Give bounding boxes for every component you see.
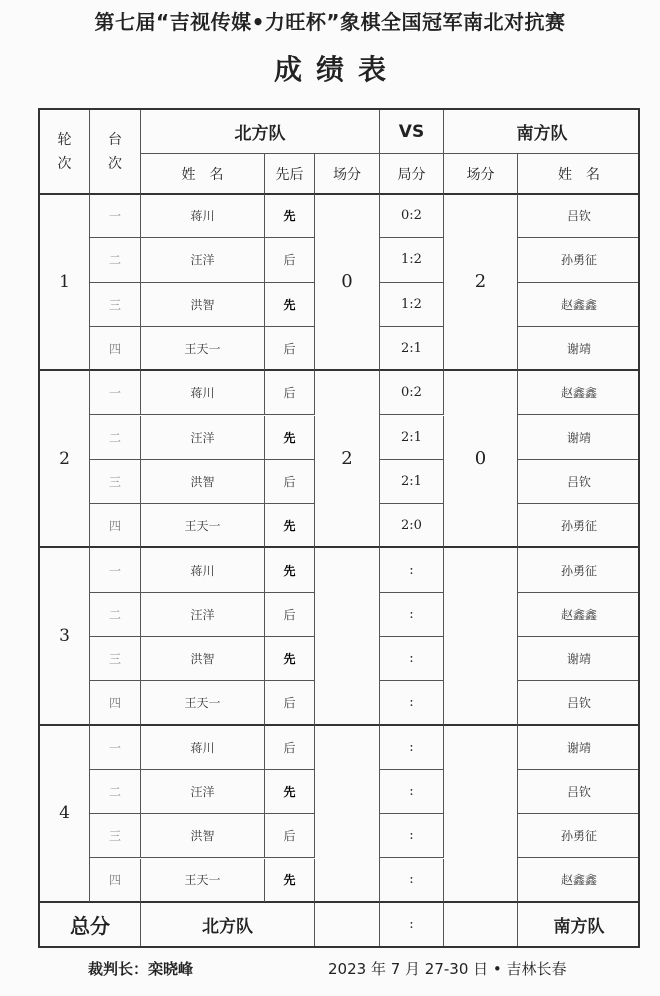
results-table bbox=[38, 108, 640, 948]
south-player: 孙勇征 bbox=[518, 814, 640, 858]
round-header-line1: 轮 bbox=[57, 131, 72, 148]
game-score: 0:2 bbox=[380, 194, 444, 238]
south-player: 赵鑫鑫 bbox=[518, 859, 640, 903]
move-order: 先 bbox=[265, 504, 315, 548]
round-header-line2: 次 bbox=[57, 155, 72, 172]
move-order: 后 bbox=[265, 814, 315, 858]
south-player: 孙勇征 bbox=[518, 548, 640, 592]
south-player: 谢靖 bbox=[518, 637, 640, 681]
north-player: 蒋川 bbox=[141, 371, 265, 415]
south-player: 孙勇征 bbox=[518, 238, 640, 282]
game-score: 2:1 bbox=[380, 416, 444, 460]
move-order: 先 bbox=[265, 548, 315, 592]
south-player: 赵鑫鑫 bbox=[518, 593, 640, 637]
north-player: 洪智 bbox=[141, 814, 265, 858]
page-title: 第七届“吉视传媒•力旺杯”象棋全国冠军南北对抗赛 bbox=[94, 10, 566, 34]
north-player: 汪洋 bbox=[141, 770, 265, 814]
south-match-points: 2 bbox=[444, 194, 518, 371]
north-name-header: 姓 名 bbox=[141, 154, 265, 194]
north-player: 洪智 bbox=[141, 637, 265, 681]
south-match-points: 0 bbox=[444, 371, 518, 548]
move-order: 先 bbox=[265, 283, 315, 327]
game-score: 2:0 bbox=[380, 504, 444, 548]
move-order: 先 bbox=[265, 416, 315, 460]
game-score: 1:2 bbox=[380, 283, 444, 327]
move-order: 后 bbox=[265, 726, 315, 770]
south-player: 吕钦 bbox=[518, 460, 640, 504]
board-number: 二 bbox=[90, 770, 141, 814]
date-location: 2023 年 7 月 27-30 日 • 吉林长春 bbox=[328, 960, 567, 978]
game-score: : bbox=[380, 814, 444, 858]
north-player: 王天一 bbox=[141, 504, 265, 548]
north-player: 王天一 bbox=[141, 681, 265, 725]
game-score: 2:1 bbox=[380, 460, 444, 504]
round-number: 1 bbox=[40, 194, 90, 371]
move-order: 后 bbox=[265, 371, 315, 415]
south-name-header: 姓 名 bbox=[518, 154, 640, 194]
move-order: 后 bbox=[265, 460, 315, 504]
south-player: 赵鑫鑫 bbox=[518, 283, 640, 327]
north-match-points: 0 bbox=[315, 194, 380, 371]
board-number: 四 bbox=[90, 681, 141, 725]
north-player: 洪智 bbox=[141, 460, 265, 504]
total-north-team: 北方队 bbox=[141, 903, 315, 946]
move-order: 后 bbox=[265, 327, 315, 371]
south-player: 谢靖 bbox=[518, 416, 640, 460]
south-points-header: 场分 bbox=[444, 154, 518, 194]
move-order: 先 bbox=[265, 859, 315, 903]
game-score: : bbox=[380, 681, 444, 725]
move-order: 后 bbox=[265, 593, 315, 637]
order-header: 先后 bbox=[265, 154, 315, 194]
chief-referee: 裁判长：栾晓峰 bbox=[88, 960, 194, 978]
total-north-points bbox=[315, 903, 380, 946]
north-player: 汪洋 bbox=[141, 238, 265, 282]
page-subtitle: 成绩表 bbox=[273, 53, 400, 86]
north-match-points bbox=[315, 726, 380, 903]
game-score: : bbox=[380, 726, 444, 770]
south-player: 吕钦 bbox=[518, 194, 640, 238]
board-number: 一 bbox=[90, 548, 141, 592]
north-player: 汪洋 bbox=[141, 593, 265, 637]
north-player: 洪智 bbox=[141, 283, 265, 327]
move-order: 先 bbox=[265, 194, 315, 238]
north-player: 蒋川 bbox=[141, 726, 265, 770]
south-match-points bbox=[444, 726, 518, 903]
total-south-points bbox=[444, 903, 518, 946]
round-number: 4 bbox=[40, 726, 90, 903]
total-score: : bbox=[380, 903, 444, 946]
move-order: 先 bbox=[265, 637, 315, 681]
board-header-line2: 次 bbox=[108, 155, 122, 172]
game-score: 1:2 bbox=[380, 238, 444, 282]
north-team-header: 北方队 bbox=[141, 110, 380, 154]
game-score: : bbox=[380, 637, 444, 681]
board-number: 三 bbox=[90, 460, 141, 504]
game-score: 0:2 bbox=[380, 371, 444, 415]
south-player: 谢靖 bbox=[518, 726, 640, 770]
move-order: 后 bbox=[265, 681, 315, 725]
board-number: 二 bbox=[90, 238, 141, 282]
total-label: 总分 bbox=[40, 903, 141, 946]
board-number: 一 bbox=[90, 371, 141, 415]
north-player: 王天一 bbox=[141, 327, 265, 371]
game-score: : bbox=[380, 593, 444, 637]
move-order: 后 bbox=[265, 238, 315, 282]
north-points-header: 场分 bbox=[315, 154, 380, 194]
game-score: : bbox=[380, 770, 444, 814]
board-number: 一 bbox=[90, 726, 141, 770]
north-match-points: 2 bbox=[315, 371, 380, 548]
north-player: 蒋川 bbox=[141, 548, 265, 592]
board-number: 三 bbox=[90, 283, 141, 327]
south-player: 孙勇征 bbox=[518, 504, 640, 548]
game-score: 2:1 bbox=[380, 327, 444, 371]
board-number: 一 bbox=[90, 194, 141, 238]
round-header bbox=[40, 110, 90, 194]
south-player: 谢靖 bbox=[518, 327, 640, 371]
game-score-header: 局分 bbox=[380, 154, 444, 194]
board-number: 三 bbox=[90, 814, 141, 858]
north-player: 蒋川 bbox=[141, 194, 265, 238]
board-number: 四 bbox=[90, 504, 141, 548]
vs-header: VS bbox=[380, 110, 444, 154]
north-match-points bbox=[315, 548, 380, 725]
north-player: 王天一 bbox=[141, 859, 265, 903]
south-match-points bbox=[444, 548, 518, 725]
south-player: 吕钦 bbox=[518, 681, 640, 725]
board-header bbox=[90, 110, 141, 194]
board-number: 二 bbox=[90, 416, 141, 460]
south-player: 吕钦 bbox=[518, 770, 640, 814]
board-header-line1: 台 bbox=[108, 131, 122, 148]
south-team-header: 南方队 bbox=[444, 110, 640, 154]
board-number: 三 bbox=[90, 637, 141, 681]
game-score: : bbox=[380, 859, 444, 903]
move-order: 先 bbox=[265, 770, 315, 814]
north-player: 汪洋 bbox=[141, 416, 265, 460]
south-player: 赵鑫鑫 bbox=[518, 371, 640, 415]
round-number: 3 bbox=[40, 548, 90, 725]
board-number: 四 bbox=[90, 327, 141, 371]
board-number: 四 bbox=[90, 859, 141, 903]
round-number: 2 bbox=[40, 371, 90, 548]
board-number: 二 bbox=[90, 593, 141, 637]
game-score: : bbox=[380, 548, 444, 592]
total-south-team: 南方队 bbox=[553, 916, 605, 937]
